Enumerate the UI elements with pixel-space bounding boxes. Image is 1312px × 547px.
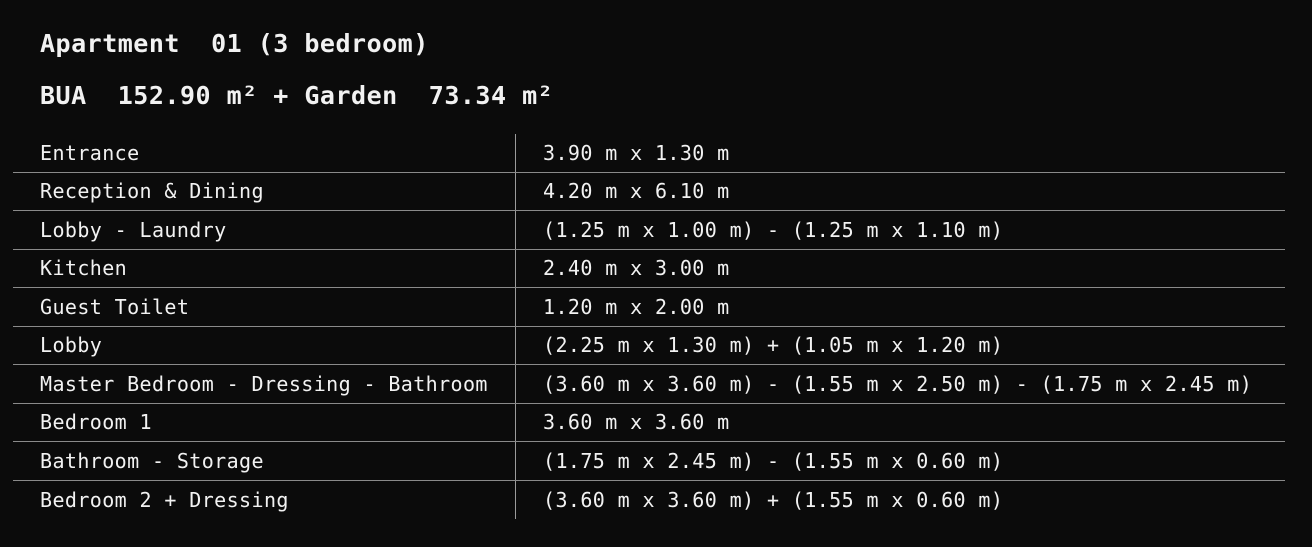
room-dimension-cell: 2.40 m x 3.00 m — [543, 256, 730, 281]
table-row — [13, 288, 1285, 327]
table-row — [13, 173, 1285, 212]
room-name-cell: Lobby - Laundry — [13, 211, 516, 249]
room-name-cell: Bathroom - Storage — [13, 442, 516, 480]
table-row — [13, 481, 1285, 520]
room-dimension-cell: (1.25 m x 1.00 m) - (1.25 m x 1.10 m) — [543, 217, 1004, 242]
room-name-cell: Lobby — [13, 327, 516, 365]
room-name-cell: Bedroom 2 + Dressing — [13, 481, 516, 520]
page-title: Apartment 01 (3 bedroom) — [40, 29, 429, 58]
room-dimension-cell: (2.25 m x 1.30 m) + (1.05 m x 1.20 m) — [543, 333, 1004, 358]
room-name-cell: Reception & Dining — [13, 173, 516, 211]
room-dimension-cell: 1.20 m x 2.00 m — [543, 294, 730, 319]
room-name-cell: Bedroom 1 — [13, 404, 516, 442]
table-row — [13, 327, 1285, 366]
room-dimension-cell: (3.60 m x 3.60 m) + (1.55 m x 0.60 m) — [543, 487, 1004, 512]
table-row — [13, 134, 1285, 173]
room-name-cell: Master Bedroom - Dressing - Bathroom — [13, 365, 516, 403]
table-row — [13, 211, 1285, 250]
room-name-cell: Guest Toilet — [13, 288, 516, 326]
room-name-cell: Kitchen — [13, 250, 516, 288]
area-summary: BUA 152.90 m² + Garden 73.34 m² — [40, 81, 554, 110]
room-dimension-cell: (3.60 m x 3.60 m) - (1.55 m x 2.50 m) - (1.75 m x 2.45 m) — [543, 371, 1253, 396]
room-dimension-cell: 3.90 m x 1.30 m — [543, 140, 730, 165]
table-row — [13, 404, 1285, 443]
table-row — [13, 250, 1285, 289]
room-dimension-cell: 4.20 m x 6.10 m — [543, 179, 730, 204]
room-name-cell: Entrance — [13, 134, 516, 172]
table-row — [13, 365, 1285, 404]
room-dimension-cell: 3.60 m x 3.60 m — [543, 410, 730, 435]
table-row — [13, 442, 1285, 481]
room-dimensions-table — [13, 134, 1285, 519]
room-dimension-cell: (1.75 m x 2.45 m) - (1.55 m x 0.60 m) — [543, 448, 1004, 473]
